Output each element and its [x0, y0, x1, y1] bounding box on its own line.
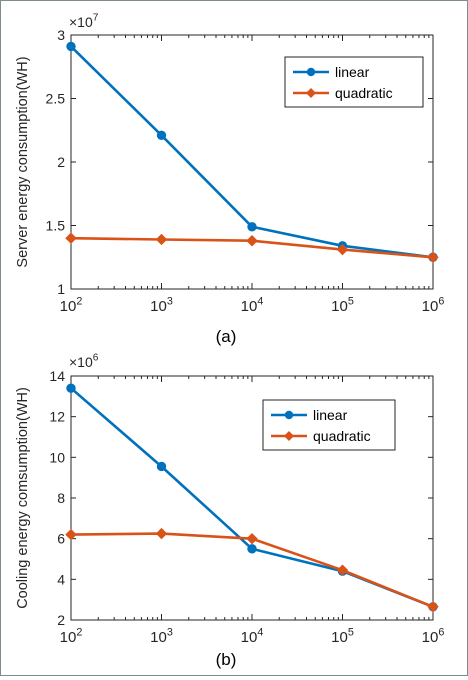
panel-caption: (b): [215, 650, 237, 669]
y-tick-label: 8: [57, 490, 65, 506]
y-tick-label: 1.5: [45, 217, 65, 234]
y-axis-title: Cooling energy comsumption(WH): [15, 387, 31, 609]
y-tick-label: 1: [57, 281, 65, 297]
legend-label-linear: linear: [313, 407, 348, 423]
y-tick-label: 12: [49, 408, 65, 425]
legend-marker-linear: [307, 68, 315, 76]
x-tick-label: $10^5$: [331, 295, 354, 315]
data-point-linear: [67, 42, 75, 50]
y-tick-label: 4: [57, 571, 65, 588]
legend-label-quadratic: quadratic: [313, 428, 371, 444]
x-tick-label: $10^3$: [150, 626, 173, 646]
x-tick-label: $10^3$: [150, 295, 173, 315]
x-tick-label: $10^4$: [240, 626, 264, 646]
legend-marker-linear: [285, 411, 293, 419]
y-tick-label: 14: [49, 368, 65, 384]
legend: [263, 400, 395, 450]
x-tick-label: $10^4$: [240, 295, 264, 315]
x-tick-label: $10^6$: [421, 295, 445, 315]
y-tick-label: 3: [57, 27, 65, 43]
panel-caption: (a): [215, 327, 237, 346]
chart-panel-b: [15, 353, 444, 669]
data-point-linear: [157, 131, 165, 139]
y-tick-label: 2.5: [45, 90, 65, 107]
data-point-linear: [248, 545, 256, 553]
y-tick-label: 6: [57, 530, 65, 547]
x-tick-label: $10^2$: [59, 295, 83, 315]
y-tick-label: 2: [57, 154, 65, 170]
legend-label-quadratic: quadratic: [335, 85, 393, 101]
y-tick-label: 10: [49, 449, 65, 466]
y-exponent-label: $\times 10^7$: [69, 12, 99, 30]
x-tick-label: $10^2$: [59, 626, 83, 646]
legend-label-linear: linear: [335, 64, 370, 80]
x-tick-label: $10^6$: [421, 626, 445, 646]
y-exponent-label: $\times 10^6$: [69, 352, 99, 370]
chart-panel-a: [15, 13, 444, 346]
legend: [285, 57, 423, 107]
chart-figure: [1, 1, 467, 675]
y-tick-label: 2: [57, 612, 65, 628]
data-point-linear: [157, 462, 165, 470]
data-point-linear: [248, 223, 256, 231]
y-axis-title: Server energy consumption(WH): [15, 56, 31, 268]
x-tick-label: $10^5$: [331, 626, 354, 646]
data-point-linear: [67, 384, 75, 392]
